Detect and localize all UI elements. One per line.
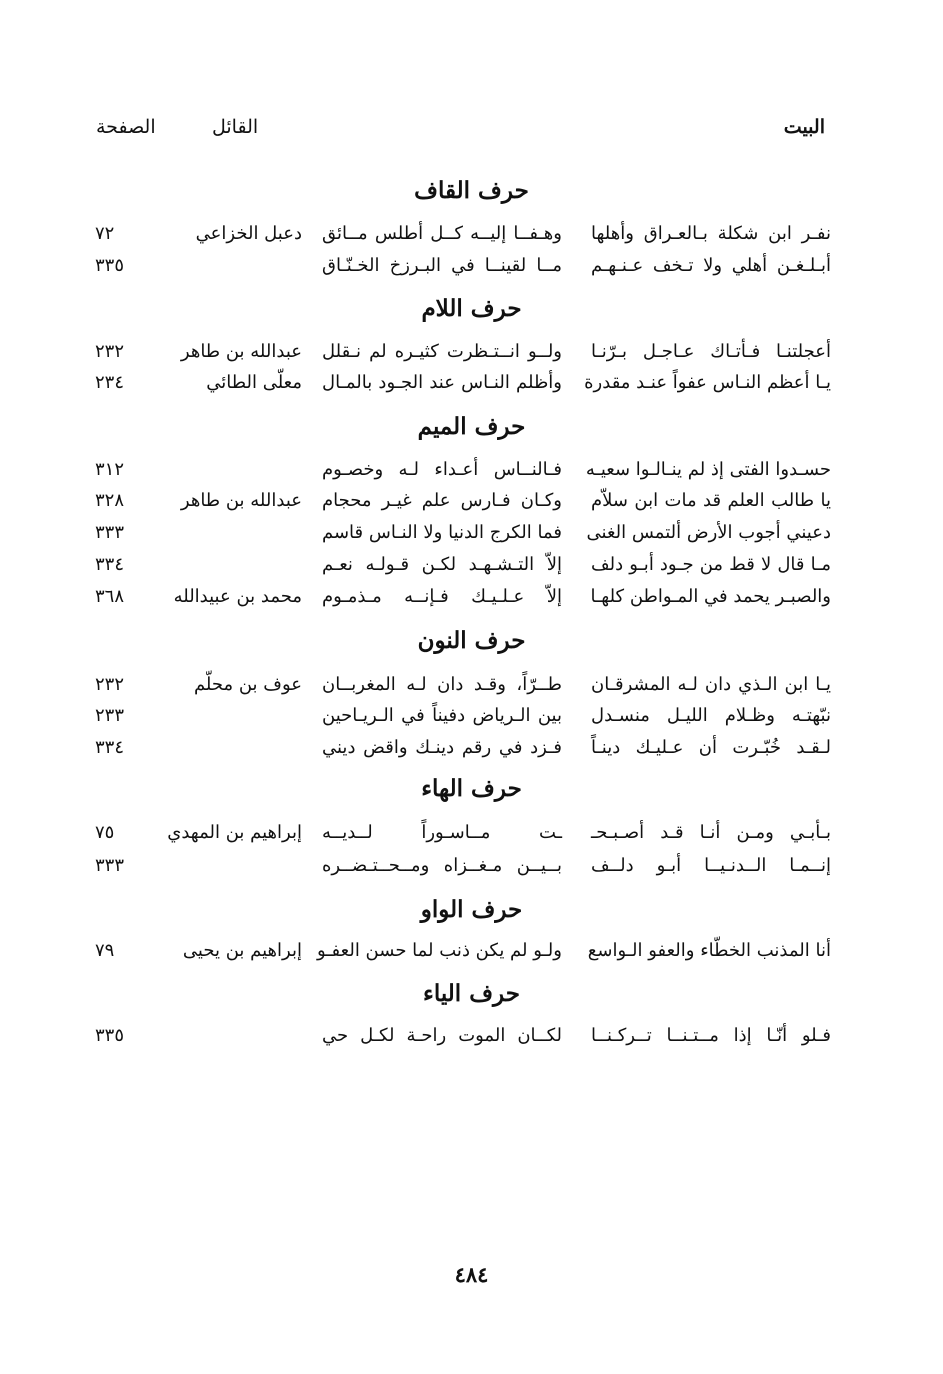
verse-row [0,455,943,485]
first-hemistich: بـأبـي ومـن أنـا قـد أصـبـحـ [591,822,831,843]
page-ref: ٧٢ [95,223,115,244]
first-hemistich: أبـلـغـن أهلي ولا تـخف عـنـهـم [591,255,831,276]
first-hemistich: أعجلتنـا فـأتـاك عـاجـل بـرّنـا [591,341,831,362]
section-title: حرف اللام [421,295,522,322]
page-ref: ٣٣٣ [95,855,125,876]
second-hemistich: فـزد في رقم دينـك واقض ديني [322,737,562,758]
header-page: الصفحة [96,116,156,138]
second-hemistich: بين الـرياض دفيناً في الـريـاحين [322,705,562,726]
page-ref: ٣٢٨ [95,490,125,511]
first-hemistich: مـا قال لا قط من جـود أبـو دلف [591,554,831,575]
verse-row [0,701,943,731]
verse-row [0,818,943,848]
first-hemistich: نبّهتـه وظـلام الليـل منسـدل [591,705,831,726]
second-hemistich: ولــو انــتـظرت كثيـره لم نـقلل [322,341,562,362]
verse-row [0,582,943,612]
second-hemistich: فما الكرج الدنيا ولا النـاس قاسم [322,522,562,543]
second-hemistich: بــيــن مـغــزاه ومــحــتـضــره [322,855,562,876]
verse-row [0,486,943,516]
section-title: حرف الياء [423,980,520,1007]
verse-row [0,670,943,700]
verse-row [0,219,943,249]
poet-name: دعبل الخزاعي [195,223,302,244]
section-title: حرف القاف [414,177,529,204]
first-hemistich: والصبـر يحمد في المـواطن كلهـا [590,586,831,607]
page-ref: ٢٣٢ [95,674,125,695]
page-ref: ٢٣٤ [95,372,125,393]
first-hemistich: يا طالب العلم قد مات ابن سلاّم [591,490,831,511]
verse-row [0,251,943,281]
first-hemistich: إنــمـا الــدنـيــا أبـو دلــف [591,855,831,876]
page-ref: ٧٩ [95,940,115,961]
first-hemistich: دعيني أجوب الأرض ألتمس الغنى [586,522,831,543]
verse-row [0,368,943,398]
poet-name: عبدالله بن طاهر [180,341,302,362]
verse-row [0,1021,943,1051]
poet-name: محمد بن عبيدالله [173,586,302,607]
verse-row [0,550,943,580]
verse-row [0,518,943,548]
poet-name: إبراهيم بن يحيى [182,940,302,961]
page-ref: ٣٣٤ [95,737,125,758]
poet-name: عوف بن محلّم [193,674,302,695]
verse-row [0,337,943,367]
first-hemistich: فـلو أنّـا إذا مــتـنــا تــركـنــا [591,1025,831,1046]
second-hemistich: ولـو لم يكن ذنب لما حسن العفـو [316,940,562,961]
second-hemistich: وهـفــا إليــه كــل أطلس مــائق [322,223,562,244]
page-ref: ٣٣٥ [95,255,125,276]
verse-row [0,733,943,763]
second-hemistich: ـت مــاسـوراً لــديــه [322,822,562,843]
poet-name: معلّى الطائي [206,372,302,393]
verse-row [0,936,943,966]
second-hemistich: إلاّ التـشـهـد لكـن قـولـه نعـم [322,554,562,575]
header-verse: البيت [783,116,825,138]
header-poet: القائل [212,116,259,138]
second-hemistich: وأظلم النـاس عند الجـود بالمـال [322,372,562,393]
page-ref: ٢٣٣ [95,705,125,726]
first-hemistich: أنا المذنب الخطّاء والعفو الـواسع [587,940,831,961]
page-ref: ٣٣٣ [95,522,125,543]
second-hemistich: لكــان الموت راحـة لكـل حي [322,1025,562,1046]
page-ref: ٢٣٢ [95,341,125,362]
second-hemistich: طــرّاً، وقـد دان لـه المغربــان [322,674,562,695]
verse-row [0,851,943,881]
first-hemistich: نفـر ابن شكلة بـالعـراق وأهلها [591,223,831,244]
first-hemistich: يـا ابن الـذي دان لـه المشرقـان [591,674,831,695]
page-ref: ٣١٢ [95,459,125,480]
section-title: حرف الهاء [421,775,522,802]
first-hemistich: لـقـد خُبّـرت أن عـليـك دينـاً [591,737,831,758]
second-hemistich: وكـان فـارس علم غيـر محجام [322,490,562,511]
section-title: حرف الواو [420,896,523,923]
poet-name: إبراهيم بن المهدي [167,822,302,843]
first-hemistich: يـا أعظم النـاس عفواً عنـد مقدرة [584,372,831,393]
second-hemistich: إلاّ عـلـيـك فـإنــه مـذمـوم [322,586,562,607]
poet-name: عبدالله بن طاهر [180,490,302,511]
second-hemistich: مــا لقينــا في البـرزخ الخـنّـاق [322,255,562,276]
page-ref: ٧٥ [95,822,115,843]
first-hemistich: حسـدوا الفتى إذ لم ينـالـوا سعيـه [585,459,831,480]
page-ref: ٣٣٤ [95,554,125,575]
page-ref: ٣٦٨ [95,586,125,607]
section-title: حرف الميم [417,413,526,440]
page-number: ٤٨٤ [454,1262,489,1287]
second-hemistich: فـالنــاس أعـداء لـه وخصـوم [322,459,562,480]
page-ref: ٣٣٥ [95,1025,125,1046]
section-title: حرف النون [417,627,526,654]
